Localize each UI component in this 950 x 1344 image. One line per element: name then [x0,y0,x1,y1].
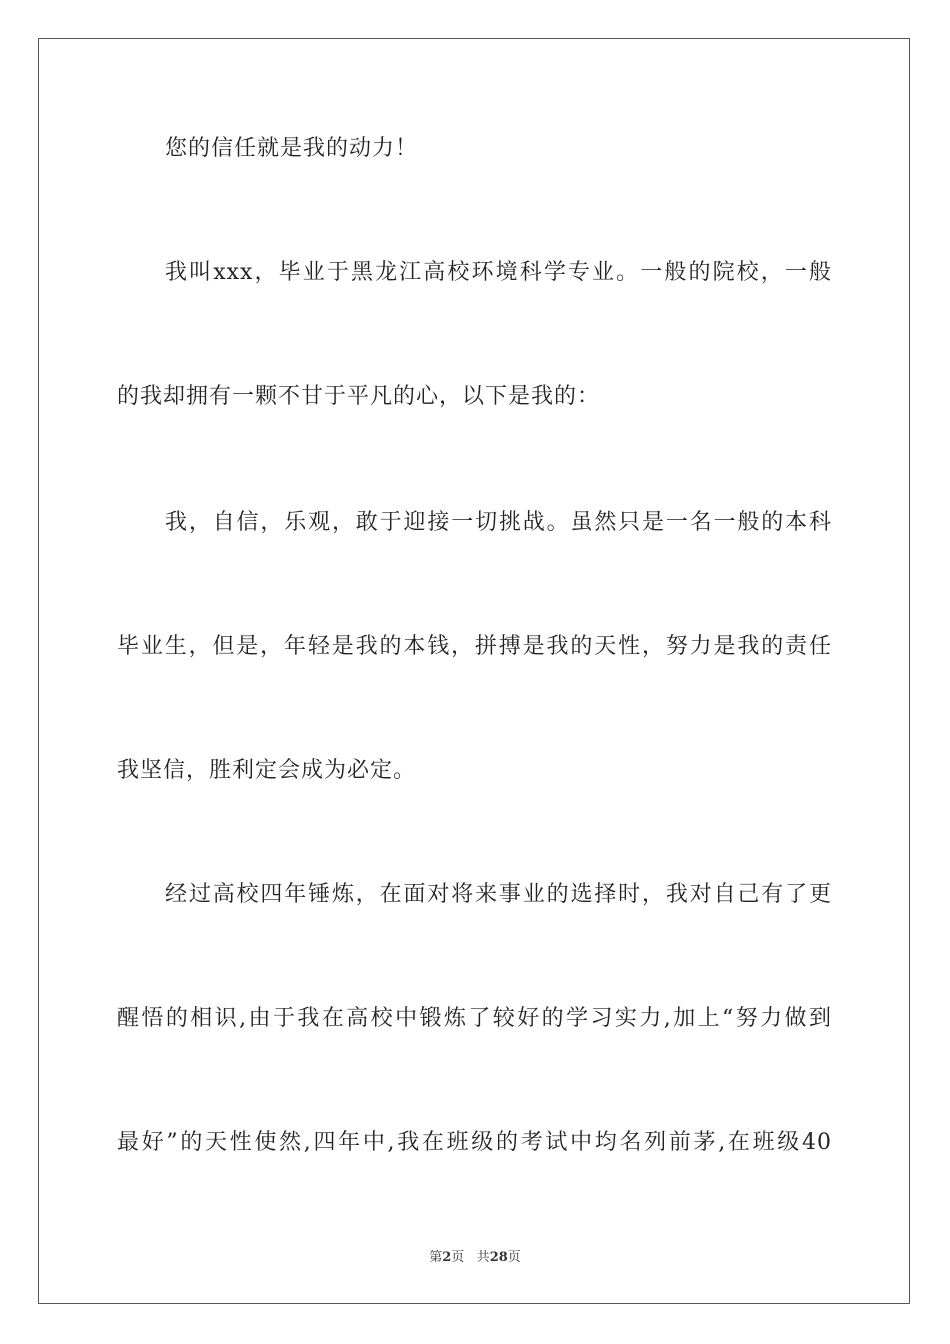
paragraph-line: 最好”的天性使然,四年中,我在班级的考试中均名列前茅,在班级40 [117,1130,832,1155]
footer-prefix: 第 [429,1250,443,1265]
paragraph-line: 我坚信，胜利定会成为必定。 [117,758,417,783]
footer-total-pages: 28 [489,1250,508,1265]
page-border [38,38,910,1304]
paragraph-line: 您的信任就是我的动力！ [165,136,419,161]
paragraph-line: 我，自信，乐观，敢于迎接一切挑战。虽然只是一名一般的本科 [165,510,832,535]
paragraph-line: 醒悟的相识,由于我在高校中锻炼了较好的学习实力,加上“努力做到 [117,1006,832,1031]
paragraph-line: 的我却拥有一颗不甘于平凡的心，以下是我的： [117,384,601,409]
paragraph-line: 经过高校四年锤炼，在面对将来事业的选择时，我对自己有了更 [165,882,832,907]
footer-page-number: 2 [442,1250,452,1265]
paragraph-line: 毕业生，但是，年轻是我的本钱，拼搏是我的天性，努力是我的责任 [117,634,832,659]
paragraph-line: 我叫xxx，毕业于黑龙江高校环境科学专业。一般的院校，一般 [165,260,832,285]
footer-total-suffix: 页 [507,1250,521,1265]
footer-page-suffix: 页 [451,1250,465,1265]
footer-total-prefix: 共 [476,1250,490,1265]
page-footer [0,1246,950,1265]
